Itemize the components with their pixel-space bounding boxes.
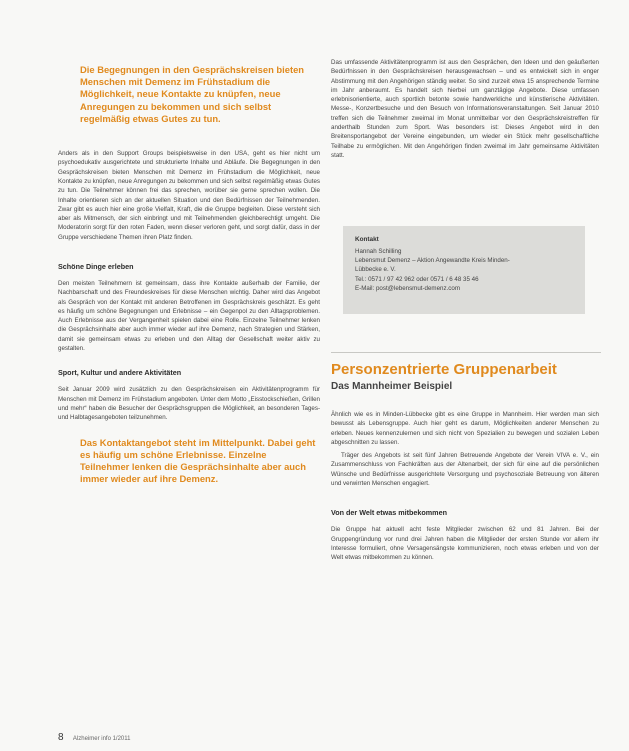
pullquote-top: Die Begegnungen in den Gesprächskreisen bieten Menschen mit Demenz im Frühstadium die Möglichkeit, neue Kontakte zu knüpfen, neue Anregungen zu bekommen und sich selbst regelmäßig etwas Gutes zu tun. [80,64,305,124]
left-paragraph-3: Seit Januar 2009 wird zusätzlich zu den Gesprächskreisen ein Aktivitätenprogramm für Menschen mit Demenz im Frühstadium angeboten. Unter dem Motto „Eisstockschießen, Grillen und mehr“ haben die Besucher der Gesprächsgruppen die Möglichkeit, an besonderen Tages- und Halbtagesangeboten teilzunehmen. [58,386,320,422]
right-column-lower [331,410,599,563]
section-title: Personzentrierte Gruppenarbeit [331,361,557,378]
section-subtitle: Das Mannheimer Beispiel [331,381,453,392]
subheading-schoene-dinge: Schöne Dinge erleben [58,261,134,271]
publication-name: Alzheimer info 1/2011 [72,736,131,742]
page-footer [58,732,131,743]
right-paragraph-2: Ähnlich wie es in Minden-Lübbecke gibt es eine Gruppe in Mannheim. Hier werden man sich bewusst als Lebensgruppe. Auch hier geht es darum, Möglichkeiten anderer Menschen zu erleben. Neues kennenzulernen und sich nicht von Spezialien zu bewegen und sozialen Leben abgeschnitten zu lassen. [331,411,599,446]
right-paragraph-1: Das umfassende Aktivitätenprogramm ist aus den Gesprächen, den Ideen und den geäußerten Bedürfnissen in den Gesprächskreisen herausgewachsen – und es entwickelt sich in enger Abstimmung mit den Angehörigen ständig weiter. So sind zurzeit etwa 15 ansprechende Termine im Jahr anberaumt. Es handelt sich hierbei um ganztägige Angebote. Diese umfassen erlebnisorientierte, auch sportlich betonte sowie handwerkliche und künstlerische Aktivitäten. Messe-, Konzertbesuche und den Besuch von Informationsveranstaltungen. Seit Januar 2010 treffen sich die Teilnehmer zweimal im Monat unmittelbar vor den Gesprächskreistreffen für anderthalb Stunden zum Sport. Was besonders ist: Dieses Angebot wird in den Breitensportangebot der Vereine eingebunden, um wieder ein Stück mehr gesellschaftliche Teilhabe zu ermöglichen. Mit den Angehörigen finden zweimal im Jahr gemeinsame Aktivitäten statt. [331,59,599,159]
contact-organization-cont: Lübbecke e. V. [355,266,396,274]
left-column [58,58,320,485]
subheading-sport-kultur: Sport, Kultur und andere Aktivitäten [58,368,182,378]
section-divider [331,352,601,353]
contact-phone[interactable]: Tel.: 0571 / 97 42 962 oder 0571 / 6 48 35 46 [355,275,479,283]
page-number: 8 [58,732,64,743]
contact-title: Kontakt [355,236,379,243]
contact-email[interactable]: E-Mail: post@lebensmut-demenz.com [355,284,460,292]
contact-box [343,226,585,314]
left-paragraph-2: Den meisten Teilnehmern ist gemeinsam, dass ihre Kontakte außerhalb der Familie, der Nachbarschaft und des Freundeskreises für diese Menschen wichtig. Daher wird das Angebot als Gespräch von der Kontakt mit anderen Betroffenen im Gesprächskreis geschätzt. Es geht es häufig um schöne Begegnungen und Erlebnisse – ein Gegenpol zu den Alltagsproblemen. Auch Erlebnisse aus der Vergangenheit spielen dabei eine Rolle. Einzelne Teilnehmer lenken die Gesprächsinhalte aber auch immer wieder auf ihre Demenz, nach Strategien und Stärken, damit sie gemeinsam etwas zu erleben und den Alltag der Gesellschaft weiter aktiv zu gestalten. [58,279,320,353]
right-paragraph-4: Die Gruppe hat aktuell acht feste Mitglieder zwischen 62 und 81 Jahren. Bei der Gruppengründung vor rund drei Jahren haben die Mitglieder der ersten Stunde vor allem ihr Interesse formuliert, ohne Versagensängste kommunizieren, noch etwas erleben und von der Welt etwas mitbekommen zu können. [331,526,599,562]
contact-organization: Lebensmut Demenz – Aktion Angewandte Kreis Minden- [355,257,510,265]
right-paragraph-3: Träger des Angebots ist seit fünf Jahren Betreuende Angebote der Verein VIVA e. V., ein Zusammenschluss von Fachkräften aus der Altenarbeit, der sich für eine auf die persönlichen Wünsche und Bedürfnisse ausgerichtete Versorgung und psychosoziale Betreuung von älteren und verwirrten Menschen engagiert. [331,452,599,488]
pullquote-bottom: Das Kontaktangebot steht im Mittelpunkt. Dabei geht es häufig um schöne Erlebnisse. Einzelne Teilnehmer lenken die Gesprächsinhalte aber auch immer wieder auf ihre Demenz. [80,436,316,485]
contact-name: Hannah Schilling [355,248,402,255]
right-column [331,58,599,160]
subheading-welt-mitbekommen: Von der Welt etwas mitbekommen [331,508,447,518]
left-paragraph-1: Anders als in den Support Groups beispielsweise in den USA, geht es hier nicht um psychoedukativ ausgerichtete und strukturierte Inhalte und Abläufe. Die Begegnungen in den Gesprächskreisen bieten Menschen mit Demenz im Frühstadium die Möglichkeit, neue Kontakte zu knüpfen, neue Anregungen zu bekommen und sich selbst regelmäßig etwas Gutes zu tun. Die Teilnehmer können frei das sprechen, worüber sie gerne sprechen wollen. Die Inhalte orientieren sich an der aktuellen Situation und den Bedürfnissen der Teilnehmenden. Zwar gibt es auch hier eine große Vielfalt, Kraft, die die Gruppe begleiten. Diese versteht sich aber als Mitmensch, der sich einbringt und mit Teilnehmenden gleichberechtigt umgeht. Die Moderatorin sorgt für den roten Faden, wenn dieser verloren geht, und sorgt dafür, dass in der Gruppe verschiedene Themen ihren Platz finden. [58,150,320,241]
